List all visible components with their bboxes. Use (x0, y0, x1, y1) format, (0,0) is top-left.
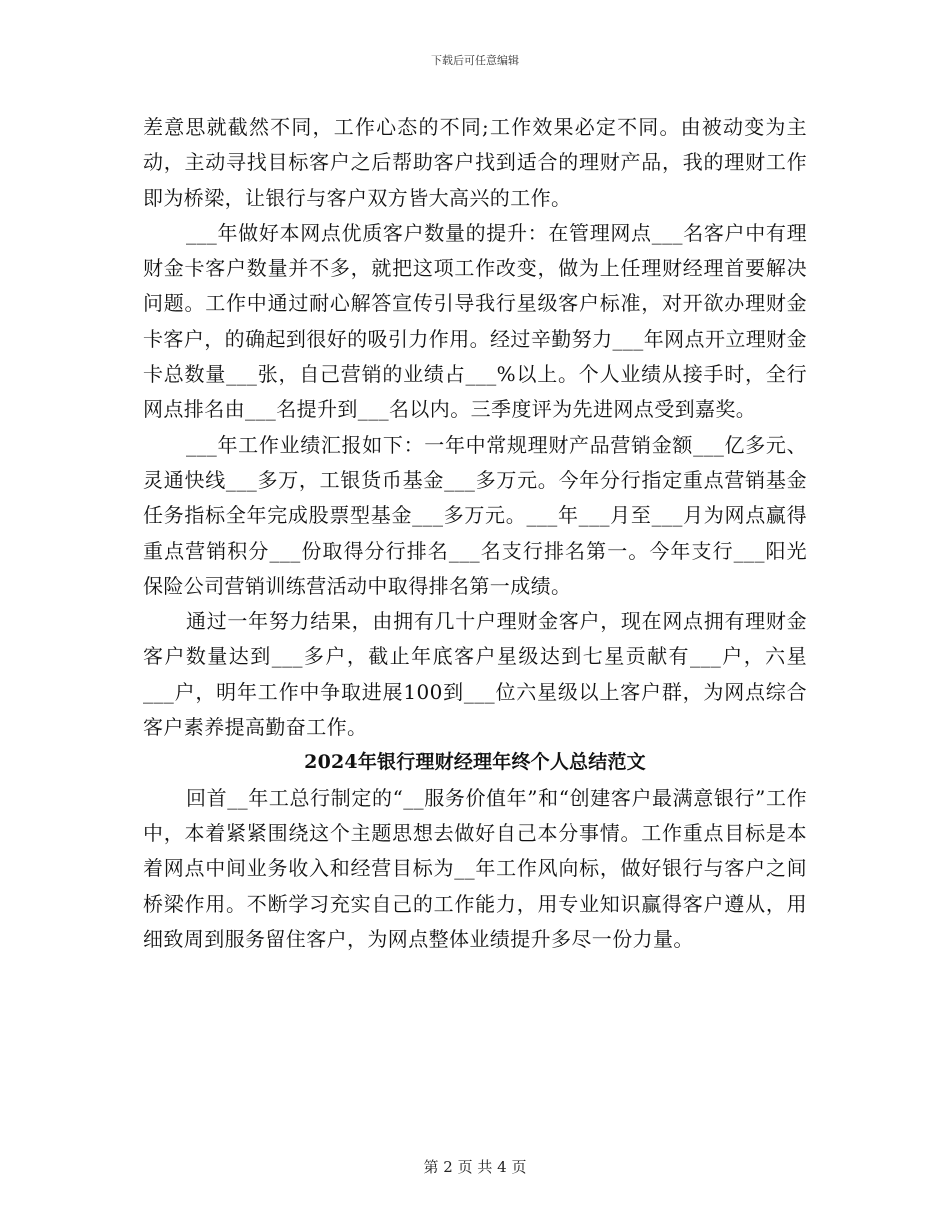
page-footer: 第 2 页 共 4 页 (423, 1158, 527, 1176)
document-body (143, 110, 807, 957)
section-title: 2024年银行理财经理年终个人总结范文 (304, 751, 646, 774)
paragraph-performance-report: ___年工作业绩汇报如下：一年中常规理财产品营销金额___亿多元、灵通快线___多万，工银货币基金___多万元。今年分行指定重点营销基金任务指标全年完成股票型基金___多万元。___年___月至___月为网点赢得重点营销积分___份取得分行排名___名支行排名第一。今年支行___阳光保险公司营销训练营活动中取得排名第一成绩。 (143, 432, 807, 598)
page-header: 下载后可任意编辑 (431, 54, 519, 67)
paragraph-year-result: 通过一年努力结果，由拥有几十户理财金客户，现在网点拥有理财金客户数量达到___多户，截止年底客户星级达到七星贡献有___户，六星___户，明年工作中争取进展100到___位六星级以上客户群，为网点综合客户素养提高勤奋工作。 (143, 609, 807, 740)
paragraph-customer-growth: ___年做好本网点优质客户数量的提升：在管理网点___名客户中有理财金卡客户数量并不多，就把这项工作改变，做为上任理财经理首要解决问题。工作中通过耐心解答宣传引导我行星级客户标准，对开欲办理财金卡客户，的确起到很好的吸引力作用。经过辛勤努力___年网点开立理财金卡总数量___张，自己营销的业绩占___%以上。个人业绩从接手时，全行网点排名由___名提升到___名以内。三季度评为先进网点受到嘉奖。 (143, 220, 807, 422)
paragraph-continued: 差意思就截然不同，工作心态的不同;工作效果必定不同。由被动变为主动，主动寻找目标客户之后帮助客户找到适合的理财产品，我的理财工作即为桥梁，让银行与客户双方皆大高兴的工作。 (143, 115, 807, 210)
section-paragraph: 回首__年工总行制定的“__服务价值年”和“创建客户最满意银行”工作中，本着紧紧围绕这个主题思想去做好自己本分事情。工作重点目标是本着网点中间业务收入和经营目标为__年工作风向标，做好银行与客户之间桥梁作用。不断学习充实自己的工作能力，用专业知识赢得客户遵从，用细致周到服务留住客户，为网点整体业绩提升多尽一份力量。 (143, 785, 807, 951)
